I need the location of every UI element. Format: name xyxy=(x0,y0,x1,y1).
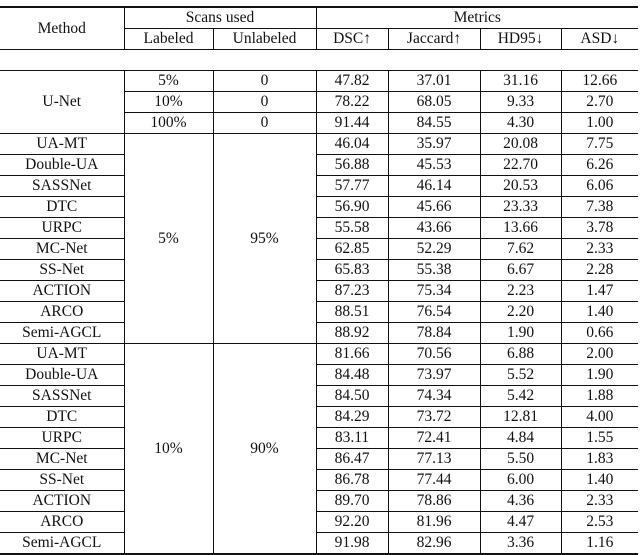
hd95-cell: 9.33 xyxy=(480,92,561,113)
table-row xyxy=(0,491,638,512)
table-row xyxy=(0,176,638,197)
method-cell: SASSNet xyxy=(0,386,124,407)
asd-header: ASD↓ xyxy=(561,29,638,50)
table-row xyxy=(0,512,638,533)
hd95-cell: 1.90 xyxy=(480,323,561,344)
hd95-cell: 20.08 xyxy=(480,134,561,155)
jaccard-cell: 45.53 xyxy=(388,155,480,176)
jaccard-cell: 72.41 xyxy=(388,428,480,449)
jaccard-cell: 68.05 xyxy=(388,92,480,113)
labeled-cell: 100% xyxy=(124,113,213,134)
header-row-1 xyxy=(0,7,638,29)
table-row xyxy=(0,134,638,155)
asd-cell: 2.33 xyxy=(561,491,638,512)
asd-cell: 6.06 xyxy=(561,176,638,197)
dsc-cell: 91.44 xyxy=(316,113,388,134)
method-cell: UA-MT xyxy=(0,134,124,155)
table-row xyxy=(0,197,638,218)
asd-cell: 3.78 xyxy=(561,218,638,239)
table-row xyxy=(0,407,638,428)
dsc-cell: 56.88 xyxy=(316,155,388,176)
dsc-cell: 47.82 xyxy=(316,71,388,92)
jaccard-header: Jaccard↑ xyxy=(388,29,480,50)
table-row xyxy=(0,155,638,176)
asd-cell: 1.00 xyxy=(561,113,638,134)
metrics-header: Metrics xyxy=(316,7,638,29)
hd95-cell: 6.88 xyxy=(480,344,561,365)
group-5-percent xyxy=(0,134,638,344)
method-header: Method xyxy=(0,7,124,50)
jaccard-cell: 82.96 xyxy=(388,533,480,555)
hd95-cell: 20.53 xyxy=(480,176,561,197)
group-10-percent xyxy=(0,344,638,555)
asd-cell: 6.26 xyxy=(561,155,638,176)
hd95-cell: 5.42 xyxy=(480,386,561,407)
dsc-header: DSC↑ xyxy=(316,29,388,50)
jaccard-cell: 73.97 xyxy=(388,365,480,386)
asd-cell: 1.83 xyxy=(561,449,638,470)
jaccard-cell: 55.38 xyxy=(388,260,480,281)
dsc-cell: 83.11 xyxy=(316,428,388,449)
unlabeled-cell: 95% xyxy=(213,134,316,344)
method-cell: MC-Net xyxy=(0,449,124,470)
method-cell: SS-Net xyxy=(0,260,124,281)
hd95-cell: 4.30 xyxy=(480,113,561,134)
table-row xyxy=(0,365,638,386)
method-cell: URPC xyxy=(0,428,124,449)
table-row xyxy=(0,386,638,407)
dsc-cell: 84.48 xyxy=(316,365,388,386)
method-cell: Semi-AGCL xyxy=(0,533,124,555)
method-cell: Semi-AGCL xyxy=(0,323,124,344)
method-cell: ARCO xyxy=(0,512,124,533)
dsc-cell: 86.47 xyxy=(316,449,388,470)
unlabeled-cell: 0 xyxy=(213,92,316,113)
jaccard-cell: 37.01 xyxy=(388,71,480,92)
method-cell: ARCO xyxy=(0,302,124,323)
table-row xyxy=(0,302,638,323)
asd-cell: 2.33 xyxy=(561,239,638,260)
method-cell: Double-UA xyxy=(0,155,124,176)
hd95-cell: 4.84 xyxy=(480,428,561,449)
unlabeled-cell: 90% xyxy=(213,344,316,555)
method-cell: Double-UA xyxy=(0,365,124,386)
labeled-cell: 5% xyxy=(124,71,213,92)
jaccard-cell: 75.34 xyxy=(388,281,480,302)
hd95-cell: 5.52 xyxy=(480,365,561,386)
table-row xyxy=(0,71,638,92)
method-cell: ACTION xyxy=(0,281,124,302)
dsc-cell: 91.98 xyxy=(316,533,388,555)
asd-cell: 2.28 xyxy=(561,260,638,281)
dsc-cell: 84.29 xyxy=(316,407,388,428)
asd-cell: 1.47 xyxy=(561,281,638,302)
dsc-cell: 81.66 xyxy=(316,344,388,365)
hd95-cell: 6.67 xyxy=(480,260,561,281)
asd-cell: 2.00 xyxy=(561,344,638,365)
hd95-cell: 2.23 xyxy=(480,281,561,302)
dsc-cell: 92.20 xyxy=(316,512,388,533)
dsc-cell: 65.83 xyxy=(316,260,388,281)
method-cell: SASSNet xyxy=(0,176,124,197)
asd-cell: 1.88 xyxy=(561,386,638,407)
asd-cell: 1.40 xyxy=(561,302,638,323)
dsc-cell: 62.85 xyxy=(316,239,388,260)
hd95-cell: 12.81 xyxy=(480,407,561,428)
asd-cell: 1.90 xyxy=(561,365,638,386)
labeled-cell: 10% xyxy=(124,344,213,555)
unlabeled-cell: 0 xyxy=(213,113,316,134)
dsc-cell: 46.04 xyxy=(316,134,388,155)
dsc-cell: 84.50 xyxy=(316,386,388,407)
table-row xyxy=(0,239,638,260)
hd95-cell: 4.36 xyxy=(480,491,561,512)
hd95-cell: 2.20 xyxy=(480,302,561,323)
asd-cell: 2.53 xyxy=(561,512,638,533)
dsc-cell: 87.23 xyxy=(316,281,388,302)
method-cell: MC-Net xyxy=(0,239,124,260)
jaccard-cell: 70.56 xyxy=(388,344,480,365)
unlabeled-cell: 0 xyxy=(213,71,316,92)
jaccard-cell: 52.29 xyxy=(388,239,480,260)
asd-cell: 4.00 xyxy=(561,407,638,428)
table-row xyxy=(0,281,638,302)
method-cell: SS-Net xyxy=(0,470,124,491)
table-row xyxy=(0,470,638,491)
jaccard-cell: 78.86 xyxy=(388,491,480,512)
hd95-cell: 31.16 xyxy=(480,71,561,92)
jaccard-cell: 45.66 xyxy=(388,197,480,218)
method-cell: U-Net xyxy=(0,71,124,134)
hd95-cell: 7.62 xyxy=(480,239,561,260)
table-row xyxy=(0,533,638,555)
asd-cell: 12.66 xyxy=(561,71,638,92)
jaccard-cell: 74.34 xyxy=(388,386,480,407)
dsc-cell: 86.78 xyxy=(316,470,388,491)
hd95-cell: 22.70 xyxy=(480,155,561,176)
method-cell: URPC xyxy=(0,218,124,239)
jaccard-cell: 73.72 xyxy=(388,407,480,428)
asd-cell: 1.40 xyxy=(561,470,638,491)
jaccard-cell: 81.96 xyxy=(388,512,480,533)
dsc-cell: 78.22 xyxy=(316,92,388,113)
dsc-cell: 89.70 xyxy=(316,491,388,512)
jaccard-cell: 77.13 xyxy=(388,449,480,470)
asd-cell: 7.38 xyxy=(561,197,638,218)
dsc-cell: 56.90 xyxy=(316,197,388,218)
hd95-cell: 5.50 xyxy=(480,449,561,470)
table-row xyxy=(0,323,638,344)
jaccard-cell: 84.55 xyxy=(388,113,480,134)
hd95-cell: 4.47 xyxy=(480,512,561,533)
table-row xyxy=(0,218,638,239)
labeled-header: Labeled xyxy=(124,29,213,50)
dsc-cell: 88.51 xyxy=(316,302,388,323)
asd-cell: 1.16 xyxy=(561,533,638,555)
hd95-header: HD95↓ xyxy=(480,29,561,50)
jaccard-cell: 78.84 xyxy=(388,323,480,344)
unlabeled-header: Unlabeled xyxy=(213,29,316,50)
dsc-cell: 57.77 xyxy=(316,176,388,197)
method-cell: UA-MT xyxy=(0,344,124,365)
hd95-cell: 6.00 xyxy=(480,470,561,491)
scans-used-header: Scans used xyxy=(124,7,316,29)
method-cell: ACTION xyxy=(0,491,124,512)
asd-cell: 0.66 xyxy=(561,323,638,344)
hd95-cell: 3.36 xyxy=(480,533,561,555)
table-row xyxy=(0,260,638,281)
method-cell: DTC xyxy=(0,407,124,428)
hd95-cell: 23.33 xyxy=(480,197,561,218)
dsc-cell: 88.92 xyxy=(316,323,388,344)
jaccard-cell: 76.54 xyxy=(388,302,480,323)
method-cell: DTC xyxy=(0,197,124,218)
labeled-cell: 5% xyxy=(124,134,213,344)
asd-cell: 2.70 xyxy=(561,92,638,113)
jaccard-cell: 46.14 xyxy=(388,176,480,197)
hd95-cell: 13.66 xyxy=(480,218,561,239)
table-row xyxy=(0,428,638,449)
jaccard-cell: 35.97 xyxy=(388,134,480,155)
asd-cell: 1.55 xyxy=(561,428,638,449)
jaccard-cell: 43.66 xyxy=(388,218,480,239)
labeled-cell: 10% xyxy=(124,92,213,113)
table-row xyxy=(0,449,638,470)
gap-row xyxy=(0,50,638,71)
dsc-cell: 55.58 xyxy=(316,218,388,239)
jaccard-cell: 77.44 xyxy=(388,470,480,491)
asd-cell: 7.75 xyxy=(561,134,638,155)
results-table xyxy=(0,6,638,555)
table-row xyxy=(0,344,638,365)
